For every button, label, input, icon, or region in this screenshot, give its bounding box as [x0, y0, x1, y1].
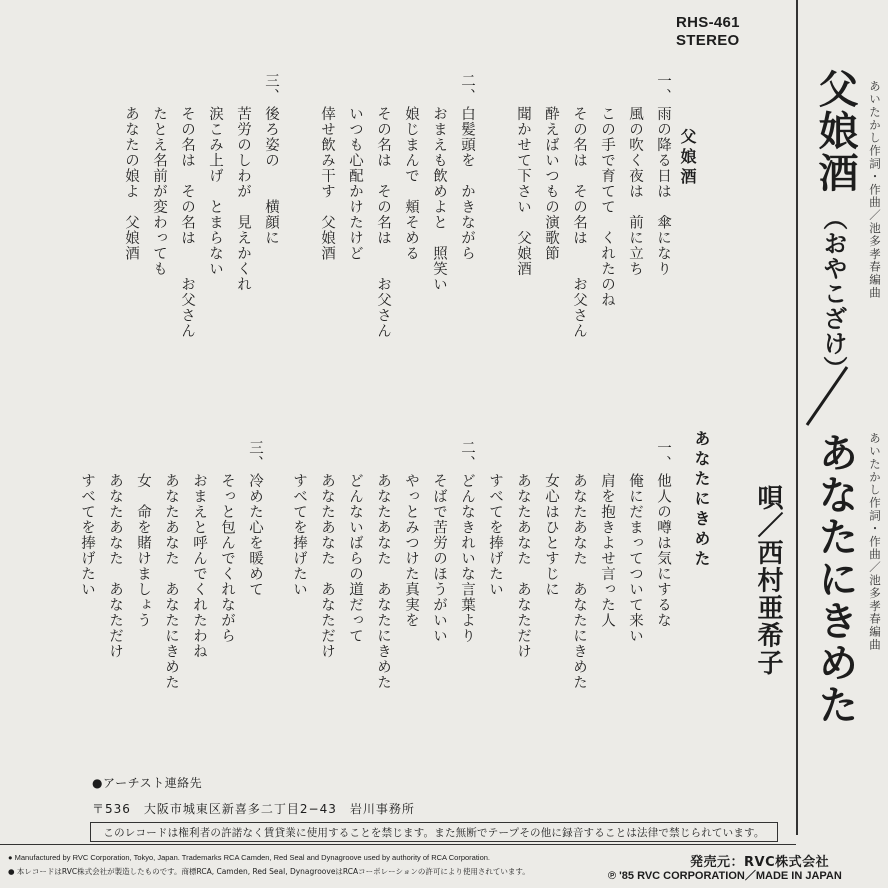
- lyric-line: 酔えばいつもの演歌節: [543, 106, 559, 261]
- song1-title: 父娘酒: [812, 68, 859, 194]
- copyright-line: ℗ '85 RVC CORPORATION／MADE IN JAPAN: [608, 870, 842, 882]
- song1-verse-number: 二、: [459, 73, 475, 104]
- lyric-line: おまえも飲めよと 照笑い: [431, 106, 447, 292]
- song1-verse-number: 三、: [263, 73, 279, 104]
- artist-contact-address: 〒536 大阪市城東区新喜多二丁目2−43 岩川事務所: [92, 802, 415, 816]
- song2-credit: あいたかし作詞・作曲／池多孝春編曲: [868, 432, 882, 652]
- song2-title: あなたにきめた: [812, 432, 859, 726]
- lyric-line: 娘じまんで 頬そめる: [403, 106, 419, 261]
- divider-vertical: [796, 0, 798, 835]
- lyric-line: この手で育てて くれたのね: [599, 106, 615, 308]
- song2-lyric-title: あなたにきめた: [692, 430, 711, 570]
- lyric-line: その名は その名は お父さん: [571, 106, 587, 339]
- lyric-line: 冷めた心を暖めて: [247, 473, 263, 597]
- lyric-line: やっとみつけた真実を: [403, 473, 419, 628]
- lyric-line: 雨の降る日は 傘になり: [655, 106, 671, 277]
- manufacturer-note-en: ● Manufactured by RVC Corporation, Tokyo, Japan. Trademarks RCA Camden, Red Seal and Dynagroove used by authority of RCA Corporation.: [8, 853, 491, 862]
- lyric-line: おまえと呼んでくれたわね: [191, 473, 207, 659]
- lyric-line: 涙こみ上げ とまらない: [207, 106, 223, 277]
- song1-lyric-title: 父娘酒: [678, 128, 697, 188]
- copyright-notice: このレコードは権利者の許諾なく賃貸業に使用することを禁じます。また無断でテープその他に録音することは法律で禁じられています。: [90, 822, 778, 842]
- song1-credit: あいたかし作詞・作曲／池多孝春編曲: [868, 80, 882, 300]
- catalog-block: [676, 14, 740, 50]
- lyric-line: 聞かせて下さい 父娘酒: [515, 106, 531, 277]
- manufacturer-note-jp: ● 本レコードはRVC株式会社が製造したものです。商標RCA, Camden, Red Seal, DynagrooveはRCAコーポレーションの許可により使用されています。: [8, 867, 530, 876]
- stereo-label: STEREO: [676, 32, 740, 49]
- lyric-line: 肩を抱きよせ言った人: [599, 473, 615, 628]
- song2-verse-number: 三、: [247, 440, 263, 471]
- lyric-line: あなたあなた あなたにきめた: [375, 473, 391, 690]
- song2-verse-number: 二、: [459, 440, 475, 471]
- lyric-line: 倖せ飲み干す 父娘酒: [319, 106, 335, 261]
- song2-verse-number: 一、: [655, 440, 671, 471]
- divider-horizontal: [0, 844, 796, 845]
- lyric-line: 白髪頭を かきながら: [459, 106, 475, 261]
- distributor-label: 発売元：RVC株式会社: [690, 855, 830, 870]
- lyric-line: 女心はひとすじに: [543, 473, 559, 597]
- artist-contact-heading: ●アーチスト連絡先: [92, 776, 203, 790]
- lyric-line: すべてを捧げたい: [487, 473, 503, 597]
- lyric-line: いつも心配かけたけど: [347, 106, 363, 261]
- lyric-line: どんなきれいな言葉より: [459, 473, 475, 644]
- song1-reading: （おやこざけ）: [819, 206, 848, 381]
- lyric-line: 俺にだまってついて来い: [627, 473, 643, 644]
- lyric-line: あなたあなた あなただけ: [319, 473, 335, 659]
- lyric-line: あなたあなた あなたにきめた: [571, 473, 587, 690]
- lyric-line: その名は その名は お父さん: [375, 106, 391, 339]
- lyric-line: そっと包んでくれながら: [219, 473, 235, 644]
- lyric-line: あなたあなた あなただけ: [515, 473, 531, 659]
- lyric-line: 女 命を賭けましょう: [135, 473, 151, 628]
- lyric-line: すべてを捧げたい: [79, 473, 95, 597]
- lyric-line: 苦労のしわが 見えかくれ: [235, 106, 251, 292]
- lyric-line: あなたの娘よ 父娘酒: [123, 106, 139, 261]
- singer-credit: 唄／西村亜希子: [753, 484, 783, 677]
- song1-verse-number: 一、: [655, 73, 671, 104]
- lyric-line: すべてを捧げたい: [291, 473, 307, 597]
- lyric-line: 他人の噂は気にするな: [655, 473, 671, 628]
- catalog-number: RHS-461: [676, 14, 740, 31]
- lyric-line: そばで苦労のほうがいい: [431, 473, 447, 644]
- lyric-line: あなたあなた あなたにきめた: [163, 473, 179, 690]
- lyric-line: たとえ名前が変わっても: [151, 106, 167, 277]
- lyric-line: 後ろ姿の 横顔に: [263, 106, 279, 246]
- lyric-line: どんないばらの道だって: [347, 473, 363, 644]
- lyric-line: 風の吹く夜は 前に立ち: [627, 106, 643, 277]
- title-separator-slash: [803, 365, 851, 427]
- lyric-line: その名は その名は お父さん: [179, 106, 195, 339]
- lyric-line: あなたあなた あなただけ: [107, 473, 123, 659]
